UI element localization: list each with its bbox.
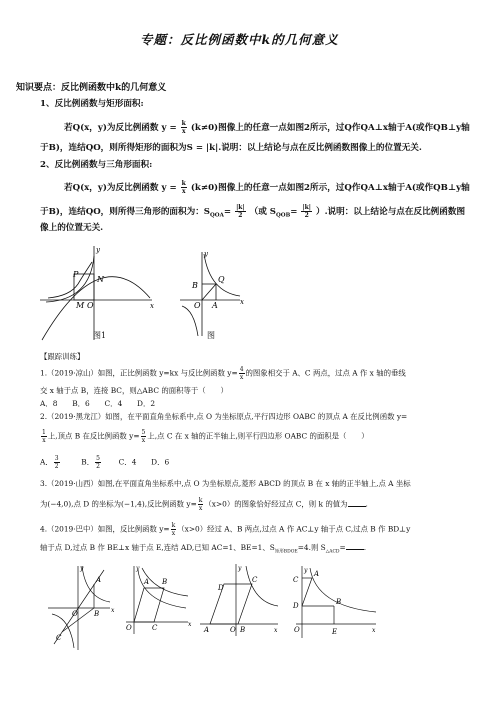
fraction: $\frac{5}{2}$ bbox=[96, 455, 100, 470]
fraction-abs-k-over-2: $\frac{|k|}{2}$ bbox=[302, 204, 311, 219]
question-3-line2: 为(−4,0),点 D 的坐标为(−1,4),反比例函数 y= $\frac{k}{x}$ （x>0）的图象恰好经过点 C，则 k 的值为 . bbox=[40, 497, 368, 512]
svg-text:y: y bbox=[238, 565, 242, 572]
answer-blank bbox=[346, 549, 364, 550]
question-1-options: A．8 B．6 C．4 D．2 bbox=[40, 399, 156, 408]
fraction-abs-k-over-2: $\frac{|k|}{2}$ bbox=[236, 204, 245, 219]
label-x: x bbox=[240, 298, 244, 306]
fraction: $\frac{4}{x}$ bbox=[239, 366, 244, 381]
svg-text:x: x bbox=[111, 607, 115, 614]
fraction: $\frac{k}{x}$ bbox=[171, 522, 176, 537]
fraction: $\frac{k}{x}$ bbox=[198, 497, 203, 512]
bottom-figure-1 bbox=[48, 562, 118, 652]
fraction: $\frac{1}{x}$ bbox=[42, 429, 46, 444]
question-2-line2: $\frac{1}{x}$ 上,顶点 B 在反比例函数 y= $\frac{5}{x}$ 上,点 C 在 x 轴的正半轴上,则平行四边形 OABC 的面积是（ ） bbox=[42, 429, 369, 444]
svg-text:y: y bbox=[304, 567, 308, 574]
label-P: P bbox=[73, 270, 79, 279]
label-B: B bbox=[192, 281, 198, 290]
knowledge-heading: 知识要点：反比例函数中k的几何意义 bbox=[16, 83, 167, 93]
label-M: M bbox=[76, 301, 85, 310]
fraction: $\frac{5}{x}$ bbox=[141, 429, 146, 444]
bottom-figure-4 bbox=[290, 564, 380, 644]
svg-text:A: A bbox=[204, 626, 210, 634]
svg-text:A: A bbox=[144, 578, 150, 586]
svg-text:x: x bbox=[188, 621, 192, 628]
section1-heading: 1、反比例函数与矩形面积: bbox=[40, 99, 144, 109]
svg-text:C: C bbox=[152, 624, 158, 632]
label-O: O bbox=[194, 301, 201, 310]
svg-text:C: C bbox=[252, 576, 258, 584]
svg-text:D: D bbox=[293, 602, 299, 610]
label-x: x bbox=[150, 302, 154, 310]
section1-line1: 若Q(x，y)为反比例函数 y = $\frac{k}{x}$ (k≠0)图像上的任意一点如图2所示，过Q作QA⊥x轴于A(或作QB⊥y轴 bbox=[64, 120, 470, 135]
section2-line2: 于B)，连结QO，则所得三角形的面积为：$S_{QOA}=$ $\frac{|k|}{2}$ （或 $S_{QOB}=$ $\frac{|k|}{2}$ ）.说明：以上结论与点在反比例函数图 bbox=[40, 204, 466, 219]
svg-text:B: B bbox=[94, 610, 100, 618]
svg-text:A: A bbox=[96, 576, 102, 584]
svg-text:y: y bbox=[136, 565, 140, 572]
question-3-line1: 3.（2019·山西）如图,在平面直角坐标系中,点 O 为坐标原点,菱形 ABCD 的顶点 B 在 x 轴的正半轴上,点 A 坐标 bbox=[40, 479, 411, 488]
label-O: O bbox=[87, 301, 94, 310]
question-4-line1: 4.（2019·巴中）如图，反比例函数 y= $\frac{k}{x}$ （x>0）经过 A、B 两点,过点 A 作 AC⊥y 轴于点 C,过点 B 作 BD⊥y bbox=[40, 522, 411, 537]
svg-text:O: O bbox=[72, 610, 78, 618]
svg-text:O: O bbox=[294, 626, 300, 634]
question-2-options: A． $\frac{3}{2}$ B． $\frac{5}{2}$ C．4 D．6 bbox=[40, 455, 170, 470]
svg-text:B: B bbox=[336, 598, 342, 606]
question-1-line1: 1.（2019·凉山）如图，正比例函数 y=kx 与反比例函数 y= $\frac{4}{x}$ 的图象相交于 A、C 两点，过点 A 作 x 轴的垂线 bbox=[40, 366, 406, 381]
fraction-k-over-x: $\frac{k}{x}$ bbox=[181, 180, 186, 195]
svg-text:B: B bbox=[240, 626, 246, 634]
svg-text:E: E bbox=[332, 628, 338, 636]
svg-text:x: x bbox=[274, 627, 278, 634]
section2-line3: 像上的位置无关. bbox=[40, 223, 104, 233]
label-y: y bbox=[204, 250, 208, 258]
svg-text:y: y bbox=[80, 565, 84, 572]
question-4-line2: 轴于点 D,过点 B 作 BE⊥x 轴于点 E,连结 AD,已知 AC=1、BE=1、$S_{矩形BDOE}=4$.则 $S_{\triangle ACD}=$ . bbox=[40, 543, 367, 555]
answer-blank bbox=[348, 506, 366, 507]
svg-text:O: O bbox=[230, 626, 236, 634]
svg-text:B: B bbox=[162, 578, 168, 586]
label-A: A bbox=[212, 301, 218, 310]
section2-line1: 若Q(x，y)为反比例函数 y = $\frac{k}{x}$ (k≠0)图像上的任意一点如图2所示，过Q作QA⊥x轴于A(或作QB⊥y轴 bbox=[64, 180, 470, 195]
figure-2 bbox=[180, 248, 270, 338]
svg-text:D: D bbox=[218, 584, 224, 592]
practice-heading: 【跟踪训练】 bbox=[40, 352, 85, 361]
svg-text:C: C bbox=[56, 634, 62, 642]
fraction-k-over-x: $\frac{k}{x}$ bbox=[181, 120, 186, 135]
figure-1 bbox=[40, 244, 160, 344]
bottom-figure-3 bbox=[200, 562, 280, 642]
svg-text:A: A bbox=[314, 570, 320, 578]
question-1-line2: 交 x 轴于点 B，连接 BC，则△ABC 的面积等于（ ） bbox=[40, 386, 228, 395]
figure-2-caption: 图 bbox=[207, 331, 215, 340]
label-y: y bbox=[96, 246, 100, 254]
label-Q: Q bbox=[218, 275, 225, 284]
section2-heading: 2、反比例函数与三角形面积: bbox=[40, 160, 153, 170]
label-N: N bbox=[97, 275, 104, 284]
question-2-line1: 2.（2019·黑龙江）如图，在平面直角坐标系中,点 O 为坐标原点,平行四边形 OABC 的顶点 A 在反比例函数 y= bbox=[40, 412, 408, 421]
page-title: 专题：反比例函数中k的几何意义 bbox=[140, 32, 339, 47]
bottom-figure-2 bbox=[124, 562, 194, 642]
svg-text:O: O bbox=[126, 624, 132, 632]
figure-1-caption: 图1 bbox=[93, 331, 107, 340]
fraction: $\frac{3}{2}$ bbox=[54, 455, 59, 470]
section1-line2: 于B)，连结QO，则所得矩形的面积为S = |k|.说明：以上结论与点在反比例函数图像上的位置无关. bbox=[40, 143, 422, 153]
svg-text:x: x bbox=[372, 627, 376, 634]
svg-text:C: C bbox=[293, 576, 299, 584]
